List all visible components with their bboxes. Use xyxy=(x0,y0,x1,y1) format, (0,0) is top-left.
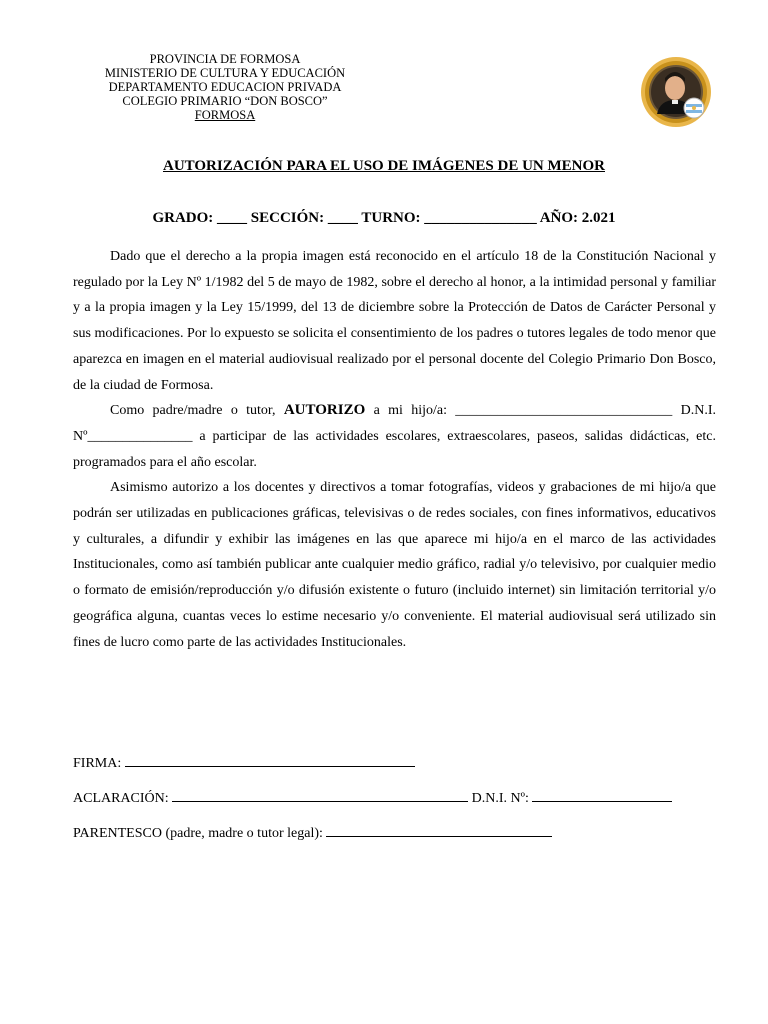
relationship-line[interactable] xyxy=(326,824,552,837)
institution-header xyxy=(70,52,380,122)
paragraph-authorization xyxy=(73,398,716,475)
signature-label: FIRMA: xyxy=(73,756,122,771)
dni-line[interactable] xyxy=(532,789,672,802)
relationship-row xyxy=(73,824,552,842)
document-title: AUTORIZACIÓN PARA EL USO DE IMÁGENES DE UN MENOR xyxy=(162,158,605,174)
signature-line[interactable] xyxy=(125,754,415,767)
header-department: DEPARTAMENTO EDUCACION PRIVADA xyxy=(108,80,342,94)
paragraph-media-consent: Asimismo autorizo a los docentes y directivos a tomar fotografías, videos y grabaciones de mi hijo/a que podrán ser utilizadas en publicaciones gráficas, televisivas o de redes sociales, con fines informativos, educativos y culturales, a difundir y exhibir las imágenes en las que aparece mi hijo/a en el marco de las actividades Institucionales, como así también publicar ante cualquier medio gráfico, radial y/o televisivo, por cualquier medio o formato de emisión/reproducción y/o difusión existente o futuro (incluido internet) sin limitación territorial y/o geográfica alguna, cuantas veces lo estime necesario y/o conveniente. El material audiovisual será utilizado sin fines de lucro como parte de las actividades Institucionales. xyxy=(73,480,716,650)
header-ministry: MINISTERIO DE CULTURA Y EDUCACIÓN xyxy=(104,66,346,80)
relationship-label: PARENTESCO (padre, madre o tutor legal): xyxy=(73,826,323,841)
header-city: FORMOSA xyxy=(194,108,256,122)
header-school: COLEGIO PRIMARIO “DON BOSCO” xyxy=(122,94,328,108)
grade-section-line: GRADO: ____ SECCIÓN: ____ TURNO: _______________ AÑO: 2.021 xyxy=(152,210,616,226)
authorization-rest: a mi hijo/a: _______________________________ D.N.I. Nº_______________ a participar de las actividades escolares, extraescolares, paseos, salidas didácticas, etc. programados para el año escolar. xyxy=(73,403,717,470)
clarification-row xyxy=(73,789,672,807)
document-body xyxy=(73,244,716,655)
clarification-label: ACLARACIÓN: xyxy=(73,791,169,806)
clarification-line[interactable] xyxy=(172,789,468,802)
authorization-keyword: AUTORIZO xyxy=(283,402,366,419)
paragraph-legal-basis: Dado que el derecho a la propia imagen está reconocido en el artículo 18 de la Constitución Nacional y regulado por la Ley Nº 1/1982 del 5 de mayo de 1982, sobre el derecho al honor, a la intimidad personal y familiar y a la propia imagen y la Ley 15/1999, del 13 de diciembre sobre la Protección de Datos de Carácter Personal y sus modificaciones. Por lo expuesto se solicita el consentimiento de los padres o tutores legales de todo menor que aparezca en imagen en el material audiovisual realizado por el personal docente del Colegio Primario Don Bosco, de la ciudad de Formosa. xyxy=(73,249,716,393)
header-province: PROVINCIA DE FORMOSA xyxy=(149,52,301,66)
signature-row xyxy=(73,754,415,772)
authorization-prefix: Como padre/madre o tutor, xyxy=(110,403,276,419)
school-seal-icon xyxy=(640,56,712,128)
dni-label: D.N.I. Nº: xyxy=(471,791,529,806)
